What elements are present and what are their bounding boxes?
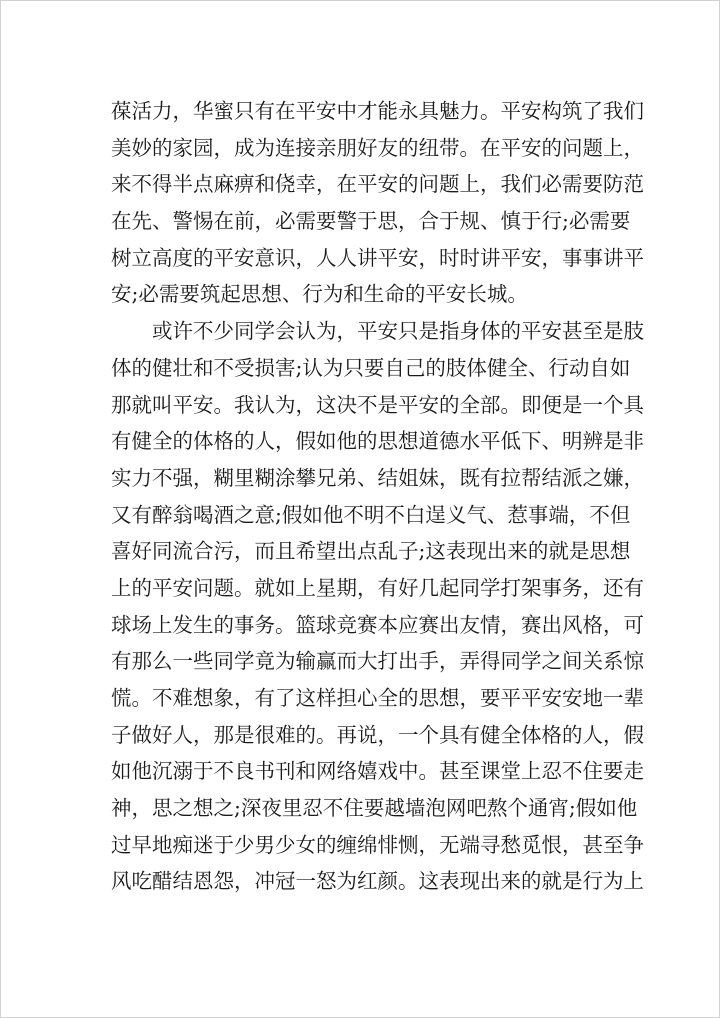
text-line: 如他沉溺于不良书刊和网络嬉戏中。甚至课堂上忍不住要走 bbox=[111, 759, 644, 784]
text-line: 球场上发生的事务。篮球竞赛本应赛出友情，赛出风格，可 bbox=[111, 612, 644, 637]
text-line: 又有醉翁喝酒之意;假如他不明不白逞义气、惹事端，不但 bbox=[111, 502, 631, 527]
text-line: 有那么一些同学竟为输赢而大打出手，弄得同学之间关系惊 bbox=[111, 649, 644, 674]
text-line: 美妙的家园，成为连接亲朋好友的纽带。在平安的问题上， bbox=[111, 135, 644, 160]
document-body bbox=[111, 93, 644, 900]
text-line: 神，思之想之;深夜里忍不住要越墙泡网吧熬个通宵;假如他 bbox=[111, 796, 638, 821]
text-line: 风吃醋结恩怨，冲冠一怒为红颜。这表现出来的就是行为上 bbox=[111, 869, 644, 894]
text-line: 来不得半点麻痹和侥幸，在平安的问题上，我们必需要防范 bbox=[111, 172, 644, 197]
text-line: 那就叫平安。我认为，这决不是平安的全部。即便是一个具 bbox=[111, 392, 644, 417]
text-line: 体的健壮和不受损害;认为只要自己的肢体健全、行动自如 bbox=[111, 355, 631, 380]
text-line: 在先、警惕在前，必需要警于思，合于规、慎于行;必需要 bbox=[111, 209, 631, 234]
text-line: 过早地痴迷于少男少女的缠绵悱恻，无端寻愁觅恨，甚至争 bbox=[111, 832, 644, 857]
paragraph-2 bbox=[111, 313, 644, 900]
text-line: 有健全的体格的人，假如他的思想道德水平低下、明辨是非 bbox=[111, 429, 644, 454]
text-line: 子做好人，那是很难的。再说，一个具有健全体格的人，假 bbox=[111, 722, 644, 747]
text-line: 实力不强，糊里糊涂攀兄弟、结姐妹，既有拉帮结派之嫌， bbox=[111, 465, 644, 490]
text-line: 喜好同流合污，而且希望出点乱子;这表现出来的就是思想 bbox=[111, 539, 631, 564]
text-line: 慌。不难想象，有了这样担心全的思想，要平平安安地一辈 bbox=[111, 686, 644, 710]
text-line: 安;必需要筑起思想、行为和生命的平安长城。 bbox=[111, 282, 528, 307]
text-line: 树立高度的平安意识，人人讲平安，时时讲平安，事事讲平 bbox=[111, 245, 644, 270]
text-line: 或许不少同学会认为，平安只是指身体的平安甚至是肢 bbox=[152, 319, 644, 344]
text-line: 上的平安问题。就如上星期，有好几起同学打架事务，还有 bbox=[111, 575, 644, 600]
paragraph-1 bbox=[111, 93, 644, 313]
text-line: 葆活力，华蜜只有在平安中才能永具魅力。平安构筑了我们 bbox=[111, 99, 644, 123]
